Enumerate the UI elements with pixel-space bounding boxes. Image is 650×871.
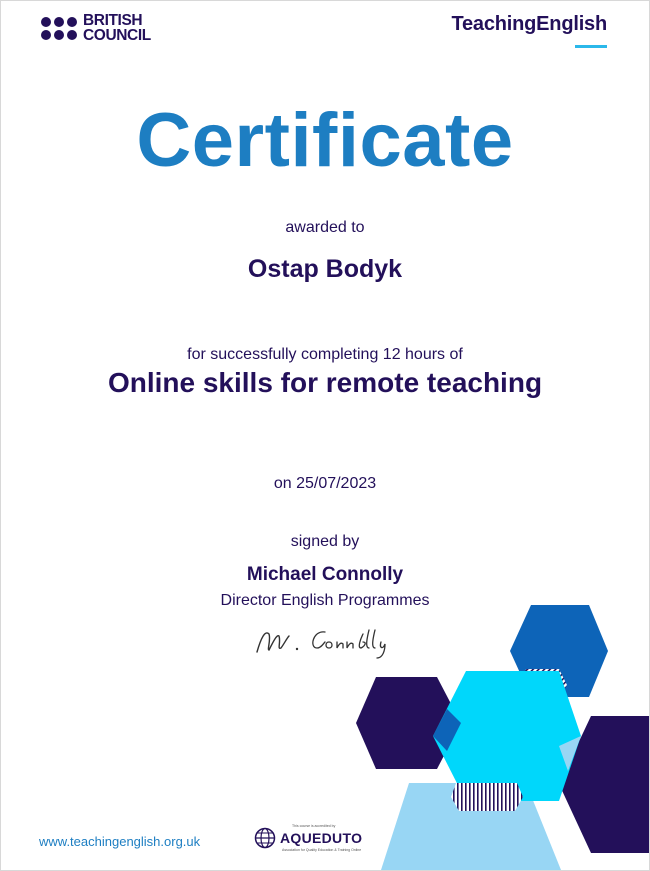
teaching-english-wordmark: TeachingEnglish <box>451 13 607 35</box>
british-council-dots-icon <box>41 17 77 40</box>
hexagon-royal-blue <box>510 605 608 697</box>
signature-image <box>251 616 411 661</box>
british-council-wordmark <box>83 13 151 43</box>
accreditor-name: AQUEDUTO <box>280 830 363 846</box>
globe-icon <box>254 827 276 849</box>
course-title: Online skills for remote teaching <box>107 367 543 398</box>
footer-url: www.teachingenglish.org.uk <box>39 834 201 849</box>
awarded-label: awarded to <box>285 219 365 236</box>
hexagon-navy-left <box>356 677 461 769</box>
british-council-logo <box>41 13 151 43</box>
signer-name: Michael Connolly <box>246 564 404 585</box>
hexagon-cyan <box>433 671 581 801</box>
teaching-english-logo <box>451 13 607 36</box>
recipient-name: Ostap Bodyk <box>247 255 403 283</box>
hexagon-navy-right <box>559 716 649 853</box>
completion-date: on 25/07/2023 <box>273 475 377 492</box>
aqueduto-logo <box>254 824 363 852</box>
completion-label: for successfully completing 12 hours of <box>187 346 463 363</box>
hexagon-striped-top <box>519 669 567 701</box>
hexagon-light-blue <box>381 783 561 870</box>
hexagon-striped-bottom <box>451 783 523 811</box>
teaching-english-underline <box>575 45 607 48</box>
hexagon-overlap-left <box>433 709 461 751</box>
signed-label: signed by <box>290 533 360 550</box>
hexagon-overlap-right <box>559 736 581 771</box>
signer-role: Director English Programmes <box>220 592 430 609</box>
certificate-title: Certificate <box>136 98 514 183</box>
accreditor-tagline: Association for Quality Education & Training Online <box>282 848 362 852</box>
accreditor-note: This course is accredited by <box>292 824 336 828</box>
british-council-line2: COUNCIL <box>83 27 151 44</box>
british-council-line1: BRITISH <box>83 12 143 29</box>
